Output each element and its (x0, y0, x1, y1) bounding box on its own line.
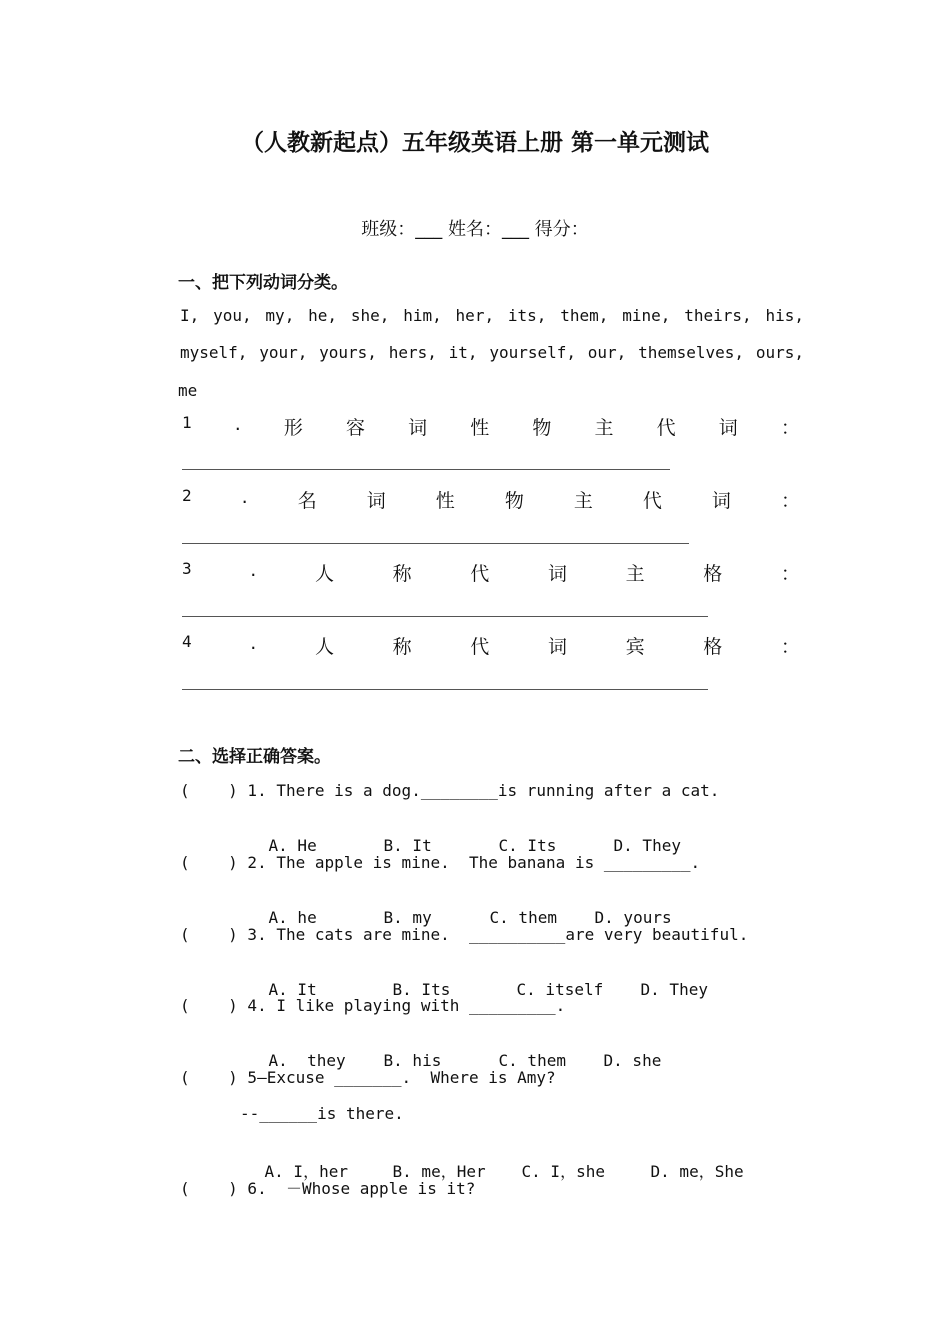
question-6: ( ) 6. －Whose apple is it? (180, 1179, 476, 1198)
option-a[interactable]: A. he (268, 908, 317, 927)
option-a[interactable]: A. I，her (264, 1162, 348, 1181)
char: 物 (504, 490, 524, 512)
question-4: ( ) 4. I like playing with _________. (180, 996, 566, 1015)
char: . (241, 486, 248, 508)
char: 人 (314, 636, 334, 658)
option-d[interactable]: D. she (603, 1051, 662, 1070)
option-a[interactable]: A. they (268, 1051, 346, 1070)
option-c[interactable]: C. them (498, 1051, 566, 1070)
category-1-label (182, 413, 800, 440)
char: 人 (314, 563, 334, 585)
char: 称 (392, 563, 412, 585)
category-number: 2 (182, 486, 192, 505)
char: 代 (656, 417, 676, 439)
char: . (234, 413, 241, 435)
answer-line-1[interactable] (182, 469, 670, 470)
char: 词 (366, 490, 386, 512)
char: 词 (547, 563, 567, 585)
question-1: ( ) 1. There is a dog.________is running after a cat. (180, 781, 720, 800)
char: 格 (703, 636, 723, 658)
char: ： (780, 490, 800, 512)
option-b[interactable]: B. Its (392, 980, 451, 999)
char: 名 (297, 490, 317, 512)
word: them, (560, 306, 609, 325)
word-list-line-2 (180, 343, 804, 362)
char: . (250, 559, 257, 581)
answer-line-4[interactable] (182, 689, 708, 690)
word: yourself, (489, 343, 577, 362)
option-b[interactable]: B. It (383, 836, 432, 855)
option-c[interactable]: C. them (489, 908, 557, 927)
answer-line-3[interactable] (182, 616, 708, 617)
option-c[interactable]: C. I，she (521, 1162, 605, 1181)
section1-heading: 一、把下列动词分类。 (178, 273, 348, 293)
word: myself, (180, 343, 248, 362)
category-2-label (182, 486, 800, 513)
student-info-line: 班级：___ 姓名：___ 得分： (361, 219, 589, 240)
word: your, (259, 343, 308, 362)
answer-line-2[interactable] (182, 543, 689, 544)
char: 物 (532, 417, 552, 439)
option-d[interactable]: D. They (640, 980, 708, 999)
option-b[interactable]: B. me，Her (392, 1162, 486, 1181)
char: 词 (408, 417, 428, 439)
char: . (250, 632, 257, 654)
char: 形 (283, 417, 303, 439)
word: her, (455, 306, 495, 325)
char: 容 (346, 417, 366, 439)
word: it, (448, 343, 478, 362)
word: he, (308, 306, 338, 325)
char: 宾 (625, 636, 645, 658)
word-list-line-3: me (178, 381, 198, 400)
word: I, (180, 306, 200, 325)
char: 代 (470, 563, 490, 585)
option-c[interactable]: C. itself (516, 980, 604, 999)
word: theirs, (684, 306, 752, 325)
word: hers, (388, 343, 437, 362)
question-2: ( ) 2. The apple is mine. The banana is _________. (180, 853, 701, 872)
word: you, (213, 306, 252, 325)
category-3-label (182, 559, 800, 586)
question-5-subline: --______is there. (240, 1104, 404, 1123)
category-4-label (182, 632, 800, 659)
option-d[interactable]: D. me，She (650, 1162, 744, 1181)
char: 性 (470, 417, 490, 439)
char: 词 (711, 490, 731, 512)
word: mine, (622, 306, 671, 325)
char: 主 (573, 490, 593, 512)
char: ： (780, 636, 800, 658)
question-3: ( ) 3. The cats are mine. __________are very beautiful. (180, 925, 749, 944)
word: yours, (319, 343, 377, 362)
option-d[interactable]: D. They (613, 836, 681, 855)
category-number: 4 (182, 632, 192, 651)
char: 词 (547, 636, 567, 658)
char: 格 (703, 563, 723, 585)
word: my, (265, 306, 295, 325)
char: 称 (392, 636, 412, 658)
char: ： (780, 563, 800, 585)
char: 性 (435, 490, 455, 512)
word: ours, (755, 343, 804, 362)
category-number: 1 (182, 413, 192, 432)
option-a[interactable]: A. It (268, 980, 317, 999)
char: 主 (625, 563, 645, 585)
char: 主 (594, 417, 614, 439)
option-a[interactable]: A. He (268, 836, 317, 855)
word: themselves, (638, 343, 745, 362)
word: she, (350, 306, 390, 325)
word: him, (403, 306, 442, 325)
option-c[interactable]: C. Its (498, 836, 557, 855)
option-b[interactable]: B. his (383, 1051, 442, 1070)
word: our, (587, 343, 627, 362)
section2-heading: 二、选择正确答案。 (178, 747, 331, 767)
word: its, (507, 306, 547, 325)
word-list-line-1 (180, 306, 804, 325)
char: ： (780, 417, 800, 439)
question-5: ( ) 5—Excuse _______. Where is Amy? (180, 1068, 556, 1087)
page-title: （人教新起点）五年级英语上册 第一单元测试 (240, 130, 709, 156)
char: 代 (470, 636, 490, 658)
char: 代 (642, 490, 662, 512)
option-d[interactable]: D. yours (594, 908, 672, 927)
option-b[interactable]: B. my (383, 908, 432, 927)
word: his, (765, 306, 804, 325)
char: 词 (718, 417, 738, 439)
category-number: 3 (182, 559, 192, 578)
